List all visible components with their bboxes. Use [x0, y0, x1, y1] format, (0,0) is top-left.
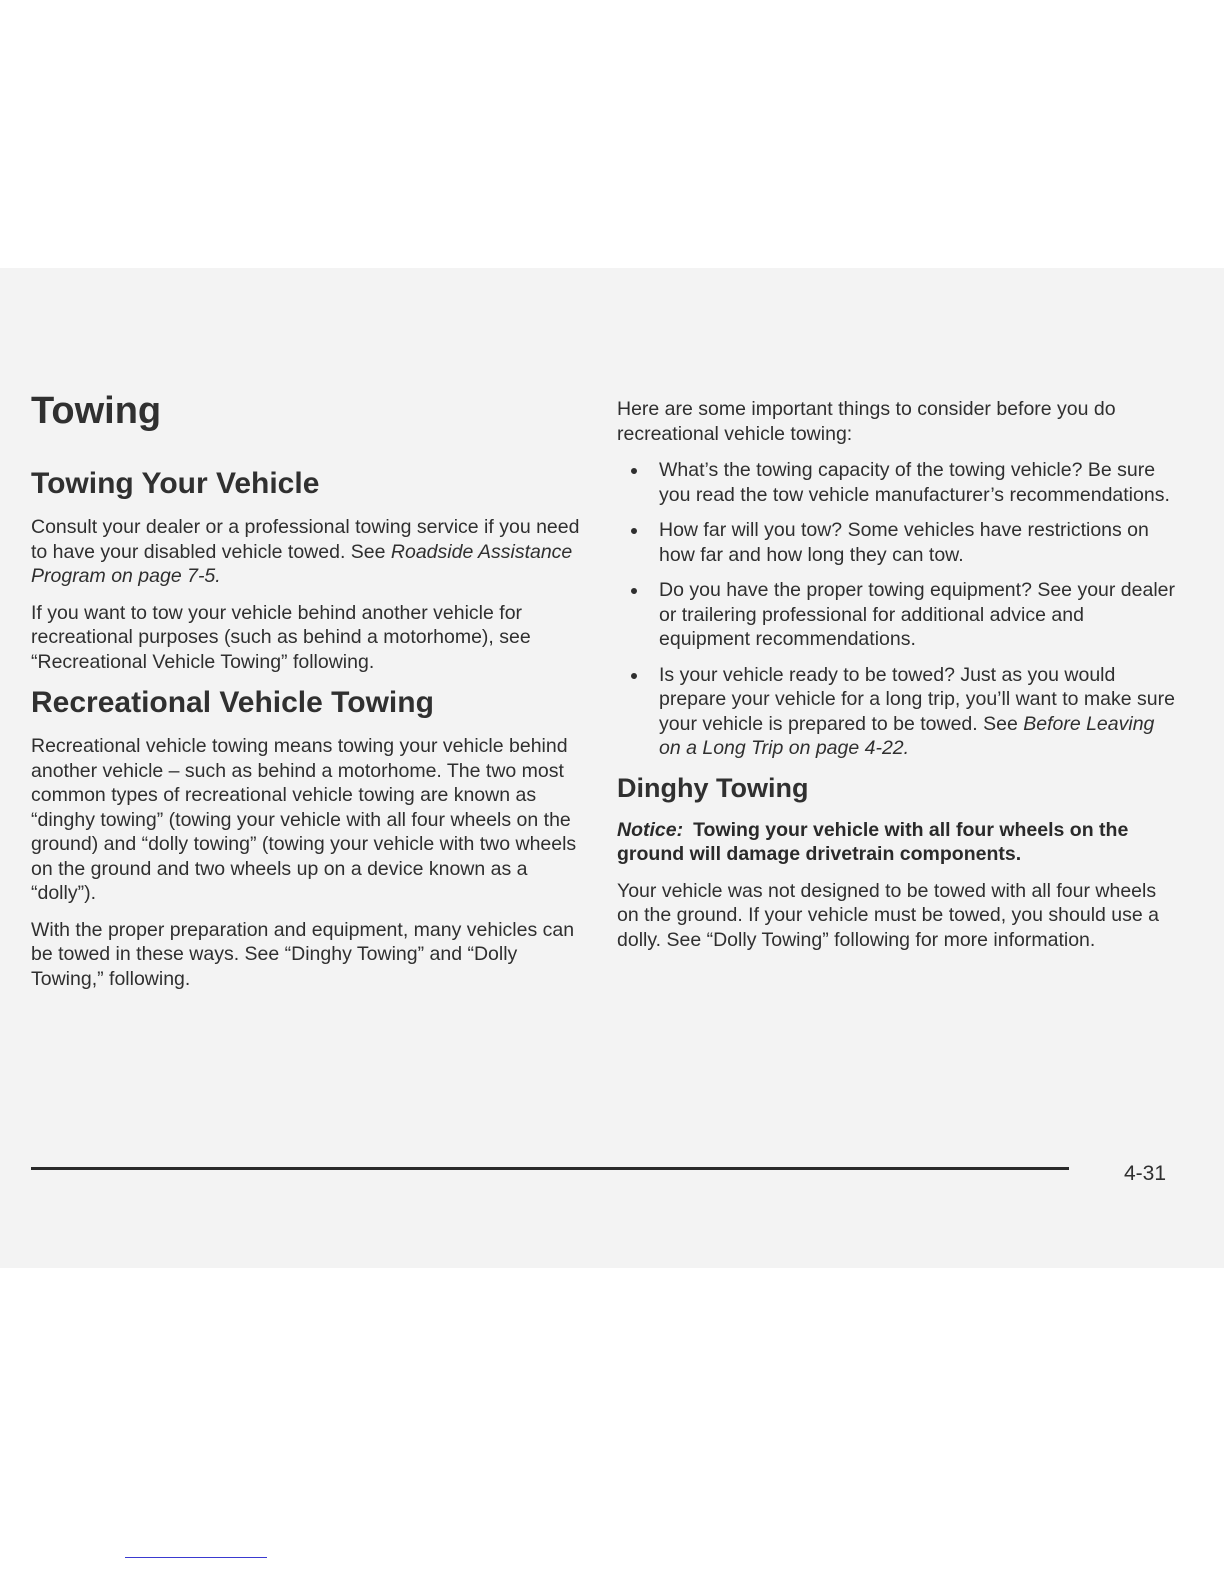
paragraph-dolly-advice: Your vehicle was not designed to be towed with all four wheels on the ground. If your vehicle must be towed, you should use a dolly. See “Dolly Towing” following for more information. — [617, 879, 1160, 951]
notice-label: Notice: — [617, 818, 684, 841]
list-item — [617, 518, 1177, 567]
bullet-icon — [631, 588, 637, 594]
right-column — [617, 397, 1177, 964]
notice-block — [617, 818, 1177, 867]
footer-rule — [31, 1167, 1069, 1170]
heading-towing-your-vehicle: Towing Your Vehicle — [31, 467, 320, 500]
bullet-icon — [631, 673, 637, 679]
page-number: 4-31 — [1124, 1162, 1167, 1185]
list-item-text: What’s the towing capacity of the towing vehicle? Be sure you read the tow vehicle manufacturer’s recommendations. — [659, 459, 1170, 506]
paragraph-preparation: With the proper preparation and equipment, many vehicles can be towed in these ways. See “Dinghy Towing” and “Dolly Towing,” following. — [31, 918, 575, 990]
list-item-text: Is your vehicle ready to be towed? Just as you would prepare your vehicle for a long trip, you’ll want to make sure your vehicle is prepared to be towed. See — [659, 663, 1175, 735]
list-item-text: Do you have the proper towing equipment? See your dealer or trailering professional for additional advice and equipment recommendations. — [659, 579, 1175, 650]
page-title: Towing — [31, 390, 162, 432]
paragraph-consult-dealer-text: Consult your dealer or a professional towing service if you need to have your disabled vehicle towed. See — [31, 516, 580, 563]
left-column — [31, 390, 591, 1003]
list-item — [617, 663, 1177, 761]
notice-text: Towing your vehicle with all four wheels on the ground will damage drivetrain components. — [617, 818, 1129, 865]
long-trip-reference[interactable]: Before Leaving on a Long Trip on page 4-22. — [659, 712, 1155, 759]
heading-dinghy-towing: Dinghy Towing — [617, 772, 809, 803]
paragraph-considerations-intro: Here are some important things to consider before you do recreational vehicle towing: — [617, 398, 1116, 445]
roadside-assistance-reference[interactable]: Roadside Assistance Program on page 7-5. — [31, 540, 573, 587]
bullet-icon — [631, 468, 637, 474]
paragraph-recreational-purposes: If you want to tow your vehicle behind another vehicle for recreational purposes (such as behind a motorhome), see “Recreational Vehicle Towing” following. — [31, 601, 531, 673]
bullet-icon — [631, 528, 637, 534]
considerations-list — [617, 458, 1177, 761]
paragraph-consult-dealer — [31, 515, 591, 589]
paragraph-recreational-definition: Recreational vehicle towing means towing your vehicle behind another vehicle – such as behind a motorhome. The two most common types of recreational vehicle towing are known as “dinghy towing” (towing your vehicle with all four wheels on the ground) and “dolly towing” (towing your vehicle with two wheels on the ground and two wheels up on a device known as a “dolly”). — [31, 735, 577, 904]
heading-recreational-vehicle-towing: Recreational Vehicle Towing — [31, 686, 434, 719]
list-item-text: How far will you tow? Some vehicles have restrictions on how far and how long they can tow. — [659, 519, 1149, 566]
list-item — [617, 578, 1177, 652]
list-item — [617, 458, 1177, 507]
bottom-link-underline — [125, 1557, 267, 1558]
